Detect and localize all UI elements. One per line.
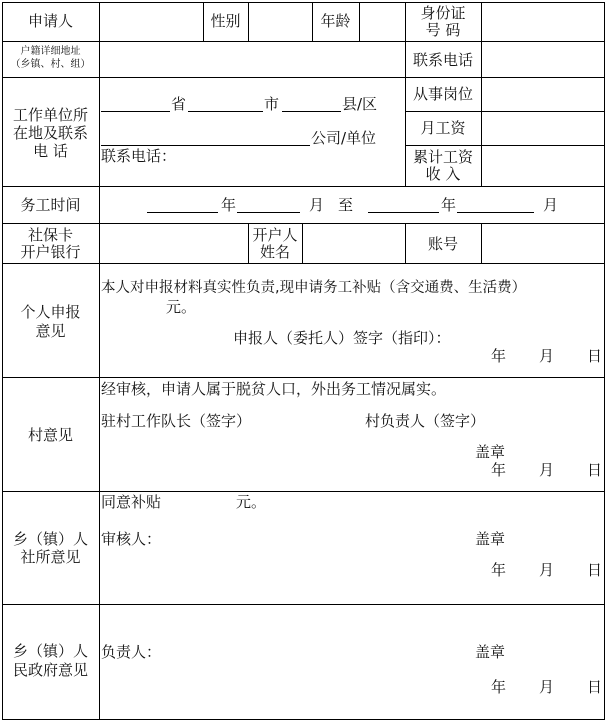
monthly-salary-label: 月工资 — [420, 119, 466, 137]
end-year-label: 年 — [441, 196, 457, 214]
end-year-underline[interactable] — [368, 212, 439, 213]
county-underline[interactable] — [282, 111, 341, 112]
company-underline[interactable] — [101, 145, 310, 146]
id-number-field[interactable] — [482, 3, 604, 41]
position-field[interactable] — [482, 78, 604, 111]
village-month-label: 月 — [539, 461, 555, 479]
address-label-line2: （乡镇、村、组） — [10, 59, 91, 70]
start-month-underline[interactable] — [237, 212, 300, 213]
township-hr-month-label: 月 — [539, 561, 555, 579]
reviewer-label: 审核人： — [101, 530, 162, 548]
village-statement: 经审核，申请人属于脱贫人口，外出务工情况属实。 — [101, 380, 447, 398]
account-field[interactable] — [482, 224, 604, 263]
row-line — [2, 491, 605, 492]
border-right — [604, 2, 605, 720]
address-label-line1: 户籍详细地址 — [20, 46, 81, 57]
applicant-signature-label: 申报人（委托人）签字（指印）： — [233, 329, 451, 347]
personal-opinion-label-line1: 个人申报 — [20, 303, 81, 321]
personal-month-label: 月 — [539, 347, 555, 365]
township-hr-label-line2: 社所意见 — [20, 548, 81, 566]
phone-label: 联系电话 — [412, 51, 473, 69]
agree-subsidy-label: 同意补贴 — [101, 493, 162, 511]
start-year-underline[interactable] — [147, 212, 218, 213]
applicant-signature-field[interactable] — [470, 327, 600, 347]
bank-label-line2: 开户银行 — [20, 243, 81, 261]
holder-field[interactable] — [303, 224, 405, 263]
personal-statement-line1: 本人对申报材料真实性负责,现申请务工补贴（含交通费、生活费） — [101, 280, 527, 296]
id-number-label-line2: 号 码 — [425, 21, 461, 39]
village-day-label: 日 — [587, 461, 603, 479]
position-label: 从事岗位 — [412, 85, 473, 103]
township-gov-label-line2: 民政府意见 — [12, 661, 88, 679]
monthly-salary-field[interactable] — [482, 112, 604, 145]
holder-label-line1: 开户人 — [252, 226, 298, 244]
company-label: 公司/单位 — [311, 129, 377, 147]
end-month-underline[interactable] — [457, 212, 534, 213]
province-underline[interactable] — [101, 111, 170, 112]
applicant-label: 申请人 — [27, 12, 73, 30]
township-hr-label-line1: 乡（镇）人 — [12, 530, 88, 548]
start-year-label: 年 — [221, 196, 237, 214]
row-line — [2, 377, 605, 378]
responsible-person-label: 负责人： — [101, 643, 162, 661]
village-head-signature-label: 村负责人（签字） — [365, 412, 486, 430]
applicant-field[interactable] — [100, 3, 203, 41]
subsidy-amount-field[interactable] — [170, 493, 232, 511]
border-bottom — [2, 719, 605, 720]
total-income-label-line2: 收 入 — [425, 165, 461, 183]
gender-field[interactable] — [249, 3, 312, 41]
total-income-field[interactable] — [482, 146, 604, 186]
id-number-label-line1: 身份证 — [420, 4, 466, 22]
township-gov-seal-label: 盖章 — [475, 643, 506, 661]
workplace-label-line1: 工作单位所 — [12, 106, 88, 124]
contact-phone-label: 联系电话： — [101, 147, 177, 165]
start-month-label: 月 — [309, 196, 325, 214]
subsidy-yuan-label: 元。 — [236, 493, 267, 511]
phone-field[interactable] — [482, 42, 604, 77]
end-month-label: 月 — [543, 196, 559, 214]
row-line — [2, 263, 605, 264]
gender-label: 性别 — [210, 12, 241, 30]
age-label: 年龄 — [320, 12, 351, 30]
village-year-label: 年 — [491, 461, 507, 479]
personal-day-label: 日 — [587, 347, 603, 365]
bank-label-line1: 社保卡 — [27, 226, 73, 244]
age-field[interactable] — [360, 3, 405, 41]
personal-opinion-label-line2: 意见 — [35, 322, 66, 340]
address-field[interactable] — [100, 42, 405, 77]
township-gov-year-label: 年 — [491, 678, 507, 696]
row-line — [2, 186, 605, 187]
personal-year-label: 年 — [491, 347, 507, 365]
city-label: 市 — [264, 95, 280, 113]
team-leader-signature-label: 驻村工作队长（签字） — [101, 412, 252, 430]
township-gov-day-label: 日 — [587, 678, 603, 696]
township-gov-month-label: 月 — [539, 678, 555, 696]
row-line — [2, 604, 605, 605]
workplace-label-line2: 在地及联系 — [12, 124, 88, 142]
account-label: 账号 — [427, 235, 458, 253]
village-opinion-label: 村意见 — [27, 426, 73, 444]
township-hr-day-label: 日 — [587, 561, 603, 579]
workplace-label-line3: 电 话 — [33, 142, 68, 160]
bank-field[interactable] — [100, 224, 248, 263]
county-label: 县/区 — [342, 95, 378, 113]
holder-label-line2: 姓名 — [259, 243, 290, 261]
total-income-label-line1: 累计工资 — [412, 148, 473, 166]
township-hr-seal-label: 盖章 — [475, 530, 506, 548]
province-label: 省 — [171, 95, 187, 113]
personal-statement-line2: 元。 — [166, 298, 197, 316]
township-gov-label-line1: 乡（镇）人 — [12, 642, 88, 660]
to-label: 至 — [338, 196, 354, 214]
township-hr-year-label: 年 — [491, 561, 507, 579]
city-underline[interactable] — [188, 111, 263, 112]
work-time-label: 务工时间 — [20, 196, 81, 214]
col-line — [99, 2, 100, 720]
village-seal-label: 盖章 — [475, 443, 506, 461]
